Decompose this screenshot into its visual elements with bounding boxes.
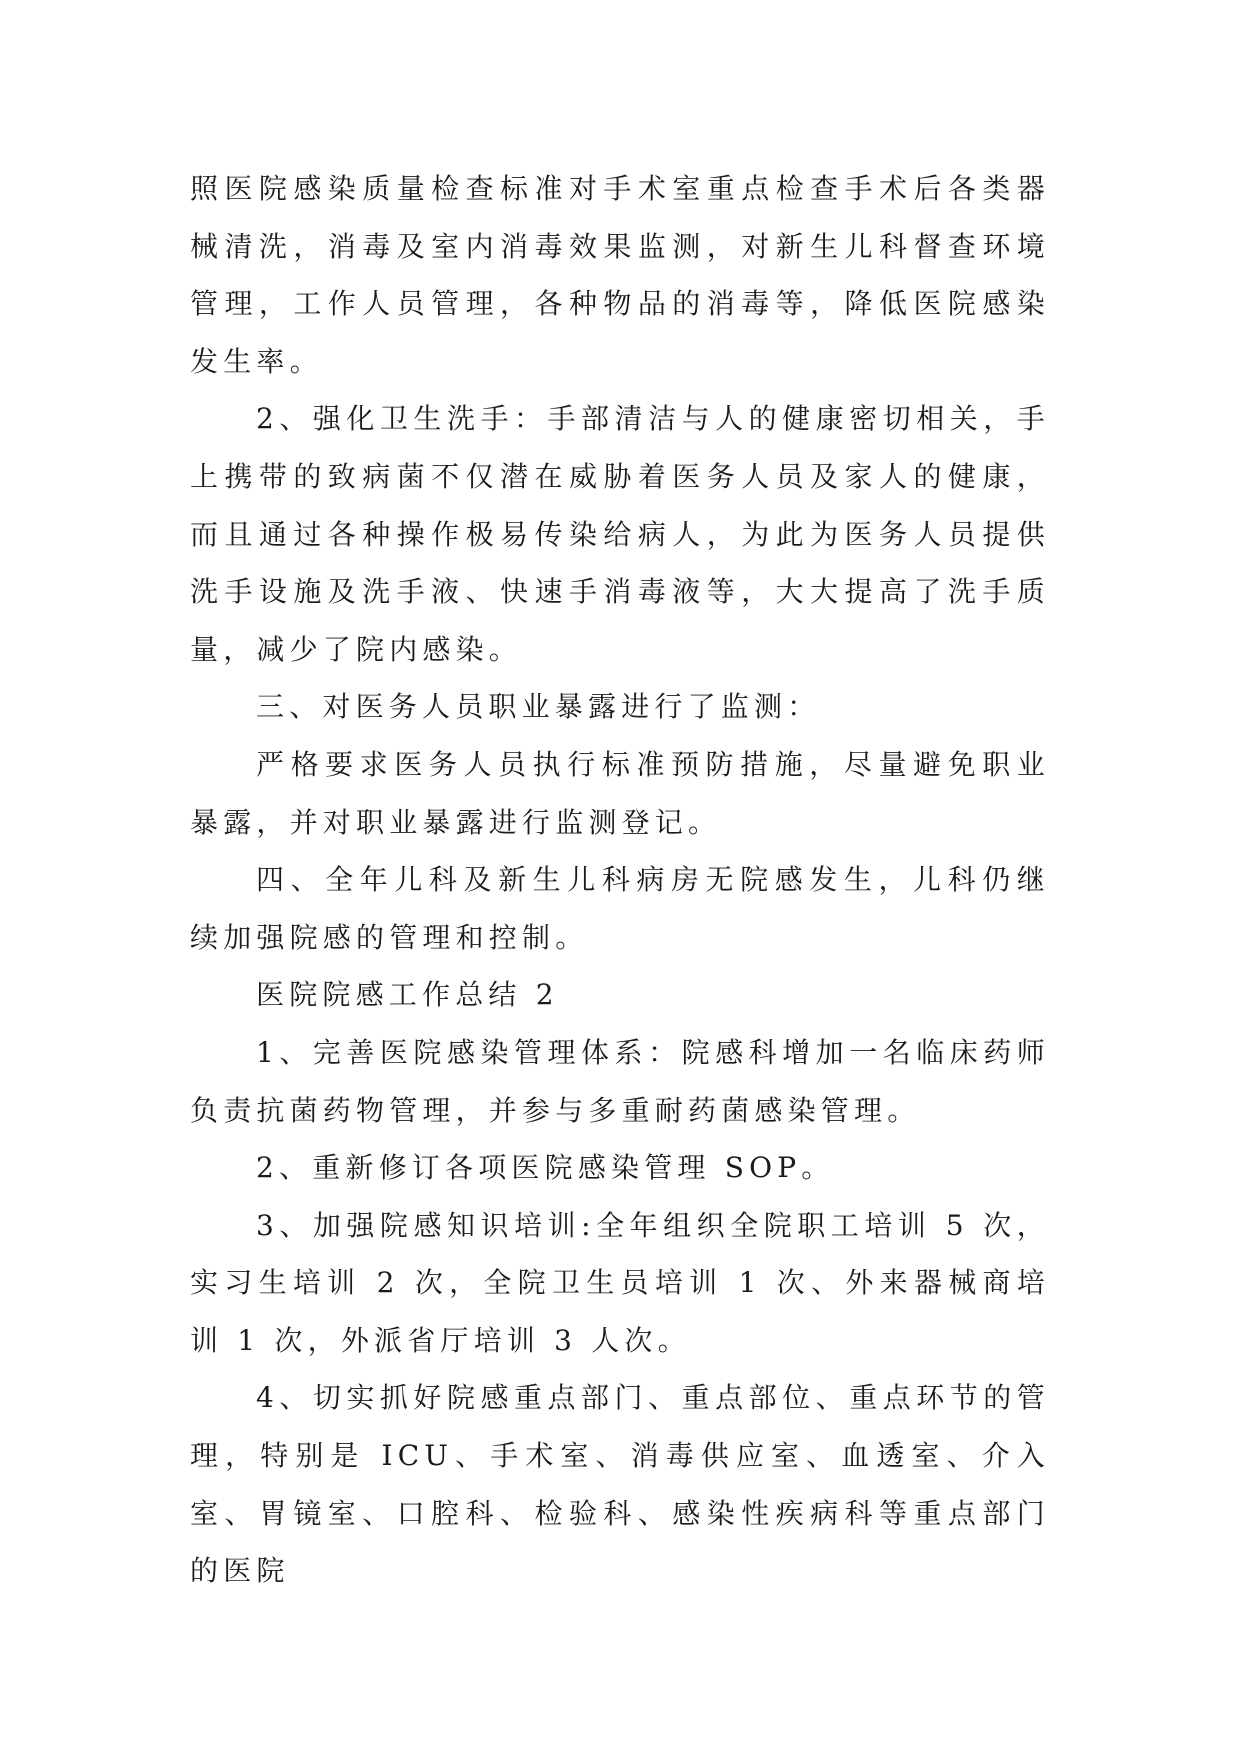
summary-title-2: 医院院感工作总结 2: [256, 978, 559, 1012]
paragraph-9: 3、加强院感知识培训:全年组织全院职工培训 5 次，实习生培训 2 次，全院卫生员培训 1 次、外来器械商培训 1 次，外派省厅培训 3 人次。: [190, 1208, 1050, 1357]
paragraph-8: 2、重新修订各项医院感染管理 SOP。: [256, 1151, 835, 1185]
section-heading-4: 四、全年儿科及新生儿科病房无院感发生，儿科仍继续加强院感的管理和控制。: [190, 863, 1050, 954]
document-body: [190, 160, 1050, 1600]
paragraph-1: 照医院感染质量检查标准对手术室重点检查手术后各类器械清洗，消毒及室内消毒效果监测，对新生儿科督查环境管理，工作人员管理，各种物品的消毒等，降低医院感染发生率。: [190, 172, 1050, 378]
paragraph-10: 4、切实抓好院感重点部门、重点部位、重点环节的管理，特别是 ICU、手术室、消毒供应室、血透室、介入室、胃镜室、口腔科、检验科、感染性疾病科等重点部门的医院: [190, 1381, 1050, 1588]
section-heading-3: 三、对医务人员职业暴露进行了监测：: [256, 690, 821, 724]
paragraph-4: 严格要求医务人员执行标准预防措施，尽量避免职业暴露，并对职业暴露进行监测登记。: [190, 747, 1050, 839]
paragraph-2: 2、强化卫生洗手：手部清洁与人的健康密切相关，手上携带的致病菌不仅潜在威胁着医务人员及家人的健康，而且通过各种操作极易传染给病人，为此为医务人员提供洗手设施及洗手液、快速手消毒液等，大大提高了洗手质量，减少了院内感染。: [190, 402, 1050, 666]
paragraph-7: 1、完善医院感染管理体系：院感科增加一名临床药师负责抗菌药物管理，并参与多重耐药菌感染管理。: [190, 1035, 1050, 1127]
